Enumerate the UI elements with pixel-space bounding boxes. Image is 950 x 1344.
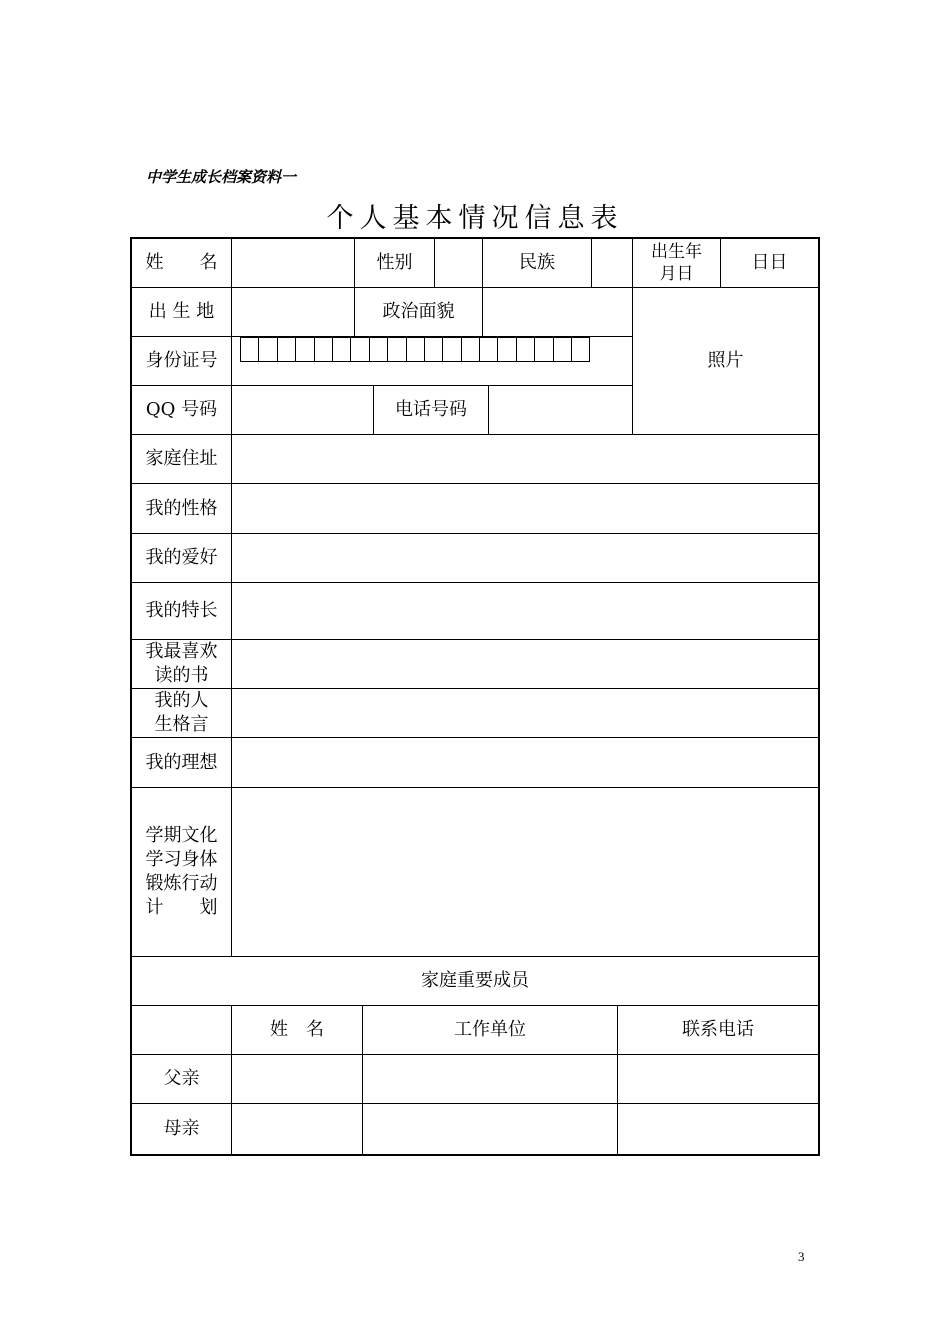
personality-label: 我的性格 <box>132 484 232 534</box>
father-phone-field[interactable] <box>618 1055 818 1104</box>
id-number-label: 身份证号 <box>132 337 232 386</box>
motto-label-line2: 生格言 <box>154 714 209 735</box>
favorite-book-label-line1: 我最喜欢 <box>145 641 218 662</box>
father-name-field[interactable] <box>232 1055 363 1104</box>
father-work-field[interactable] <box>363 1055 618 1104</box>
qq-label: QQ 号码 <box>132 386 232 435</box>
id-digit-box[interactable] <box>296 337 314 362</box>
gender-field[interactable] <box>435 239 483 288</box>
mother-name-field[interactable] <box>232 1104 363 1154</box>
specialty-label: 我的特长 <box>132 583 232 640</box>
qq-field[interactable] <box>232 386 374 435</box>
birth-date-label <box>633 239 721 288</box>
political-status-label: 政治面貌 <box>355 288 483 337</box>
id-digit-box[interactable] <box>462 337 480 362</box>
father-label: 父亲 <box>132 1055 232 1104</box>
birth-date-label-line2: 月日 <box>659 264 694 284</box>
name-label: 姓 名 <box>132 239 232 288</box>
id-digit-box[interactable] <box>425 337 443 362</box>
address-label: 家庭住址 <box>132 435 232 484</box>
family-col-work: 工作单位 <box>363 1006 618 1055</box>
id-digit-box[interactable] <box>517 337 535 362</box>
id-digit-box[interactable] <box>443 337 461 362</box>
hobby-field[interactable] <box>232 534 818 583</box>
family-section-title: 家庭重要成员 <box>132 957 818 1006</box>
semester-plan-label-line2: 学习身体 <box>145 849 218 870</box>
family-header-blank <box>132 1006 232 1055</box>
personality-field[interactable] <box>232 484 818 534</box>
favorite-book-label <box>132 640 232 689</box>
page-title: 个人基本情况信息表 <box>326 203 624 234</box>
gender-label: 性别 <box>355 239 435 288</box>
mother-phone-field[interactable] <box>618 1104 818 1154</box>
mother-work-field[interactable] <box>363 1104 618 1154</box>
semester-plan-field[interactable] <box>232 788 818 957</box>
semester-plan-label-line1: 学期文化 <box>145 825 218 846</box>
birth-date-label-line1: 出生年 <box>651 242 702 262</box>
id-digit-box[interactable] <box>572 337 590 362</box>
motto-label-line1: 我的人 <box>154 690 209 711</box>
id-digit-box[interactable] <box>554 337 572 362</box>
ideal-field[interactable] <box>232 738 818 788</box>
hobby-label: 我的爱好 <box>132 534 232 583</box>
document-subtitle: 中学生成长档案资料一 <box>146 168 297 186</box>
address-field[interactable] <box>232 435 818 484</box>
specialty-field[interactable] <box>232 583 818 640</box>
family-col-name: 姓 名 <box>232 1006 363 1055</box>
id-digit-box[interactable] <box>315 337 333 362</box>
motto-field[interactable] <box>232 689 818 738</box>
id-digit-box[interactable] <box>370 337 388 362</box>
semester-plan-label-line4: 计 划 <box>145 897 218 918</box>
id-digit-box[interactable] <box>259 337 277 362</box>
ideal-label: 我的理想 <box>132 738 232 788</box>
ethnicity-label: 民族 <box>483 239 592 288</box>
ethnicity-field[interactable] <box>592 239 633 288</box>
id-digit-box[interactable] <box>388 337 406 362</box>
phone-field[interactable] <box>489 386 633 435</box>
phone-label: 电话号码 <box>374 386 489 435</box>
favorite-book-field[interactable] <box>232 640 818 689</box>
id-digit-box[interactable] <box>498 337 516 362</box>
id-digit-box[interactable] <box>351 337 369 362</box>
id-number-digit-boxes <box>240 337 590 362</box>
id-digit-box[interactable] <box>333 337 351 362</box>
mother-label: 母亲 <box>132 1104 232 1154</box>
motto-label <box>132 689 232 738</box>
birthplace-label: 出 生 地 <box>132 288 232 337</box>
id-digit-box[interactable] <box>407 337 425 362</box>
id-digit-box[interactable] <box>535 337 553 362</box>
semester-plan-label-line3: 锻炼行动 <box>145 873 218 894</box>
id-digit-box[interactable] <box>480 337 498 362</box>
favorite-book-label-line2: 读的书 <box>154 665 209 686</box>
photo-box: 照片 <box>633 288 818 435</box>
family-col-phone: 联系电话 <box>618 1006 818 1055</box>
page-number: 3 <box>798 1249 805 1264</box>
id-digit-box[interactable] <box>241 337 259 362</box>
political-status-field[interactable] <box>483 288 633 337</box>
name-field[interactable] <box>232 239 355 288</box>
semester-plan-label <box>132 788 232 957</box>
birth-date-field[interactable]: 日日 <box>721 239 818 288</box>
id-digit-box[interactable] <box>278 337 296 362</box>
birthplace-field[interactable] <box>232 288 355 337</box>
